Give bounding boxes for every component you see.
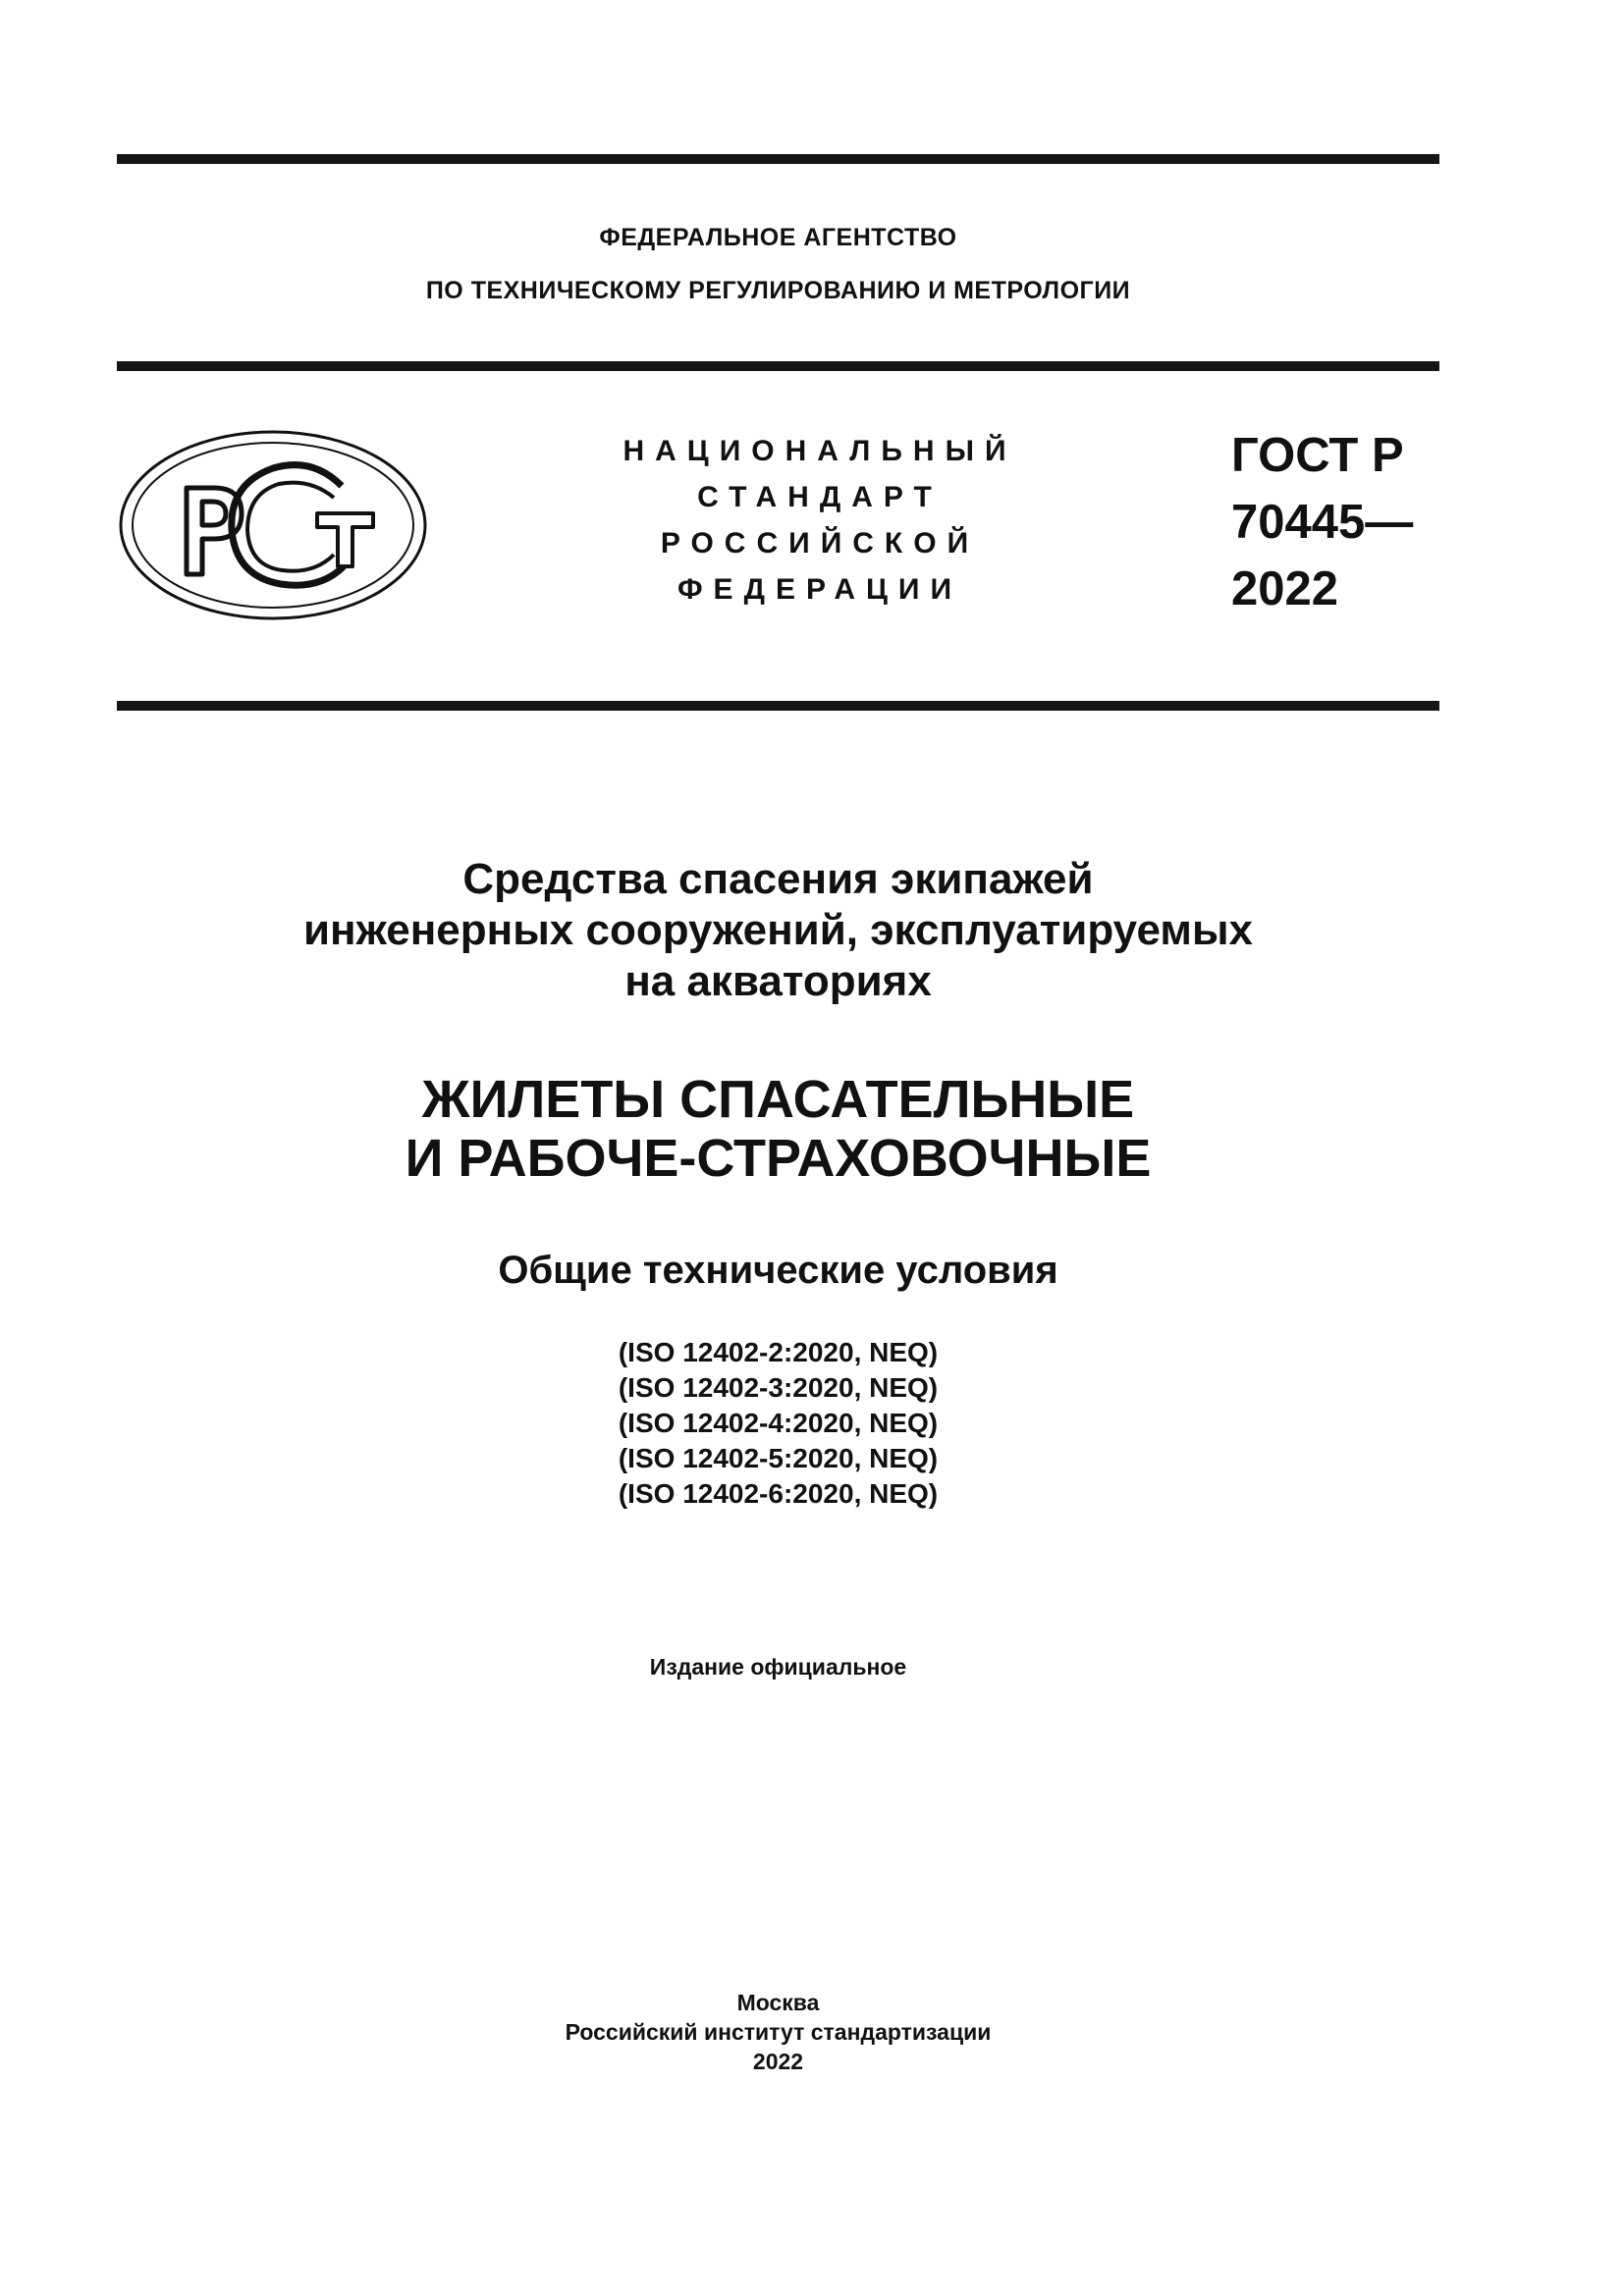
rst-logo-icon [116,427,430,623]
national-standard-line2: СТАНДАРТ [697,481,943,513]
edition-label: Издание официальное [649,1654,907,1680]
document-subtitle [117,854,1439,1007]
iso-reference-list [117,1335,1439,1512]
agency-name-line1: ФЕДЕРАЛЬНОЕ АГЕНТСТВО [599,224,957,251]
national-standard-line3: РОССИЙСКОЙ [660,527,980,560]
iso-reference: (ISO 12402-6:2020, NEQ) [618,1478,939,1509]
national-standard-label [569,428,1070,613]
national-standard-line1: НАЦИОНАЛЬНЫЙ [623,435,1017,467]
publisher-city: Москва [736,1990,820,2015]
publisher-block [117,1988,1439,2076]
iso-reference: (ISO 12402-5:2020, NEQ) [618,1443,939,1473]
iso-reference: (ISO 12402-4:2020, NEQ) [618,1408,939,1438]
top-divider [117,154,1439,164]
national-standard-line4: ФЕДЕРАЦИИ [677,573,963,606]
designation-line2: 70445— [1231,496,1414,549]
iso-reference: (ISO 12402-3:2020, NEQ) [618,1372,939,1403]
main-title-line2: И РАБОЧЕ-СТРАХОВОЧНЫЕ [405,1129,1152,1188]
designation-line1: ГОСТ Р [1231,429,1404,482]
subtitle-line3: на акваториях [624,957,932,1005]
document-main-title [117,1070,1439,1188]
publisher-year: 2022 [752,2049,804,2074]
subtitle-line2: инженерных сооружений, эксплуатируемых [302,906,1253,954]
subtitle-line1: Средства спасения экипажей [462,855,1094,903]
standard-designation [1231,422,1413,622]
agency-name-line2: ПО ТЕХНИЧЕСКОМУ РЕГУЛИРОВАНИЮ И МЕТРОЛОГИИ [425,277,1131,304]
designation-line3: 2022 [1231,562,1339,615]
iso-reference: (ISO 12402-2:2020, NEQ) [618,1337,939,1367]
main-title-line1: ЖИЛЕТЫ СПАСАТЕЛЬНЫЕ [421,1070,1135,1129]
title-divider [117,701,1439,711]
specification-title: Общие технические условия [498,1249,1058,1292]
publisher-name: Российский институт стандартизации [565,2019,992,2045]
header-divider [117,361,1439,371]
